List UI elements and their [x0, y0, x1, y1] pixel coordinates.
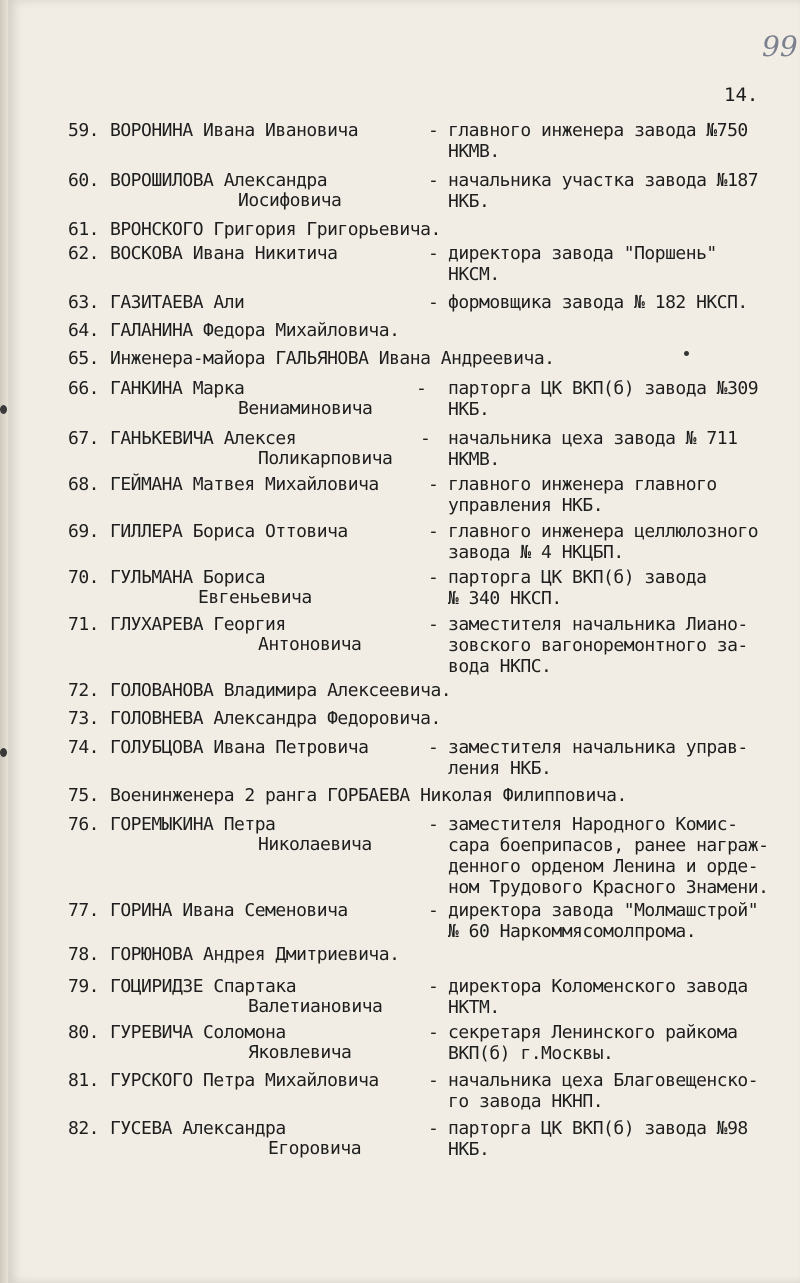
entry-position-line: НКСМ.	[448, 264, 500, 285]
entry-dash: -	[428, 170, 439, 191]
handwritten-page-number: 99	[762, 30, 798, 63]
entry-dash: -	[428, 292, 439, 313]
entry-position-line: НКБ.	[448, 191, 490, 212]
entry-name: ГУЛЬМАНА Бориса	[110, 567, 266, 588]
entry-dash: -	[428, 474, 439, 495]
entry-dash: -	[428, 1070, 439, 1091]
entry-position-line: НКМВ.	[448, 449, 500, 470]
entry-position-line: главного инженера целлюлозного	[448, 521, 759, 542]
punch-hole	[0, 405, 7, 414]
entry-dash: -	[428, 1022, 439, 1043]
entry-name-continued: Поликарповича	[258, 448, 393, 469]
entry-number: 63.	[68, 292, 100, 313]
entry-dash: -	[428, 737, 439, 758]
entry-name: ГАНЬКЕВИЧА Алексея	[110, 428, 297, 449]
entry-dash: -	[420, 428, 431, 449]
entry-name: ВОРОШИЛОВА Александра	[110, 170, 328, 191]
entry-position-line: главного инженера главного	[448, 474, 717, 495]
entry-name-continued: Валетиановича	[248, 996, 383, 1017]
entry-position-line: вода НКПС.	[448, 656, 552, 677]
entry-name-continued: Николаевича	[258, 834, 372, 855]
entry-number: 80.	[68, 1022, 100, 1043]
entry-position-line: управления НКБ.	[448, 495, 604, 516]
entry-number: 73.	[68, 708, 100, 729]
entry-name: ГАНКИНА Марка	[110, 378, 245, 399]
entry-name: ВОСКОВА Ивана Никитича	[110, 243, 338, 264]
entry-position-line: секретаря Ленинского райкома	[448, 1022, 738, 1043]
entry-number: 61.	[68, 219, 100, 240]
entry-number: 68.	[68, 474, 100, 495]
entry-position-line: директора завода "Поршень"	[448, 243, 717, 264]
entry-name: ГУРСКОГО Петра Михайловича	[110, 1070, 379, 1091]
entry-position-line: формовщика завода № 182 НКСП.	[448, 292, 748, 313]
entry-number: 67.	[68, 428, 100, 449]
entry-name-continued: Яковлевича	[248, 1042, 352, 1063]
punch-hole	[0, 748, 7, 757]
entry-name: ГАЛАНИНА Федора Михайловича.	[110, 320, 400, 341]
entry-number: 64.	[68, 320, 100, 341]
page-number: 14.	[724, 84, 759, 106]
entry-name: ГИЛЛЕРА Бориса Оттовича	[110, 521, 348, 542]
entry-position-line: НКБ.	[448, 1139, 490, 1160]
entry-position-line: денного орденом Ленина и орде-	[448, 856, 759, 877]
entry-position-line: го завода НКНП.	[448, 1091, 604, 1112]
entry-name: ГУРЕВИЧА Соломона	[110, 1022, 286, 1043]
entry-position-line: директора Коломенского завода	[448, 976, 748, 997]
entry-position-line: НКТМ.	[448, 997, 500, 1018]
entry-number: 74.	[68, 737, 100, 758]
entry-dash: -	[428, 976, 439, 997]
entry-name: Военинженера 2 ранга ГОРБАЕВА Николая Филипповича.	[110, 785, 627, 806]
entry-number: 78.	[68, 944, 100, 965]
entry-name: ГОРЕМЫКИНА Петра	[110, 814, 276, 835]
entry-dash: -	[428, 814, 439, 835]
entry-name: ГОРЮНОВА Андрея Дмитриевича.	[110, 944, 400, 965]
entry-dash: -	[428, 1118, 439, 1139]
entry-number: 82.	[68, 1118, 100, 1139]
entry-name: ГЕЙМАНА Матвея Михайловича	[110, 474, 379, 495]
entry-position-line: парторга ЦК ВКП(б) завода №98	[448, 1118, 748, 1139]
entry-name: ГОЛОВНЕВА Александра Федоровича.	[110, 708, 441, 729]
entry-position-line: ления НКБ.	[448, 758, 552, 779]
entry-name-continued: Вениаминовича	[238, 398, 373, 419]
entry-name: ГОЛУБЦОВА Ивана Петровича	[110, 737, 369, 758]
entry-number: 81.	[68, 1070, 100, 1091]
entry-position-line: заместителя начальника Лиано-	[448, 614, 748, 635]
entry-dash: -	[428, 614, 439, 635]
entry-number: 71.	[68, 614, 100, 635]
entry-position-line: заместителя Народного Комис-	[448, 814, 738, 835]
entry-name: ВОРОНИНА Ивана Ивановича	[110, 120, 359, 141]
entry-name: ГОРИНА Ивана Семеновича	[110, 900, 348, 921]
page-binding	[0, 0, 8, 1283]
entry-name: ГОЦИРИДЗЕ Спартака	[110, 976, 297, 997]
entry-position-line: ВКП(б) г.Москвы.	[448, 1043, 614, 1064]
entry-position-line: заместителя начальника управ-	[448, 737, 748, 758]
entry-position-line: № 340 НКСП.	[448, 588, 562, 609]
entry-position-line: парторга ЦК ВКП(б) завода	[448, 567, 707, 588]
entry-dash: -	[428, 120, 439, 141]
document-page	[8, 0, 800, 1283]
entry-number: 65.	[68, 348, 100, 369]
entry-position-line: № 60 Наркоммясомолпрома.	[448, 921, 697, 942]
entry-number: 79.	[68, 976, 100, 997]
entry-number: 77.	[68, 900, 100, 921]
entry-name: ВРОНСКОГО Григория Григорьевича.	[110, 219, 441, 240]
entry-number: 69.	[68, 521, 100, 542]
entry-number: 59.	[68, 120, 100, 141]
entry-number: 62.	[68, 243, 100, 264]
entry-name: ГЛУХАРЕВА Георгия	[110, 614, 286, 635]
entry-position-line: ном Трудового Красного Знамени.	[448, 877, 769, 898]
entry-position-line: зовского вагоноремонтного за-	[448, 635, 748, 656]
entry-dash: -	[416, 378, 427, 399]
entry-dash: -	[428, 521, 439, 542]
entry-number: 75.	[68, 785, 100, 806]
entry-position-line: начальника цеха завода № 711	[448, 428, 738, 449]
entry-number: 72.	[68, 680, 100, 701]
entry-name-continued: Антоновича	[258, 634, 362, 655]
entry-number: 60.	[68, 170, 100, 191]
entry-position-line: начальника участка завода №187	[448, 170, 759, 191]
entry-name-continued: Иосифовича	[238, 190, 342, 211]
entry-number: 66.	[68, 378, 100, 399]
entry-name-continued: Евгеньевича	[198, 587, 312, 608]
entry-position-line: НКБ.	[448, 399, 490, 420]
entry-name: ГОЛОВАНОВА Владимира Алексеевича.	[110, 680, 452, 701]
entry-name: ГАЗИТАЕВА Али	[110, 292, 245, 313]
entry-name: ГУСЕВА Александра	[110, 1118, 286, 1139]
entry-position-line: главного инженера завода №750	[448, 120, 748, 141]
entry-dash: -	[428, 900, 439, 921]
entry-name-continued: Егоровича	[268, 1138, 362, 1159]
entry-position-line: парторга ЦК ВКП(б) завода №309	[448, 378, 759, 399]
ink-dot	[684, 351, 689, 356]
entry-dash: -	[428, 567, 439, 588]
entry-position-line: сара боеприпасов, ранее награж-	[448, 835, 769, 856]
entry-number: 70.	[68, 567, 100, 588]
entry-position-line: директора завода "Молмашстрой"	[448, 900, 759, 921]
entry-position-line: НКМВ.	[448, 141, 500, 162]
entry-number: 76.	[68, 814, 100, 835]
entry-position-line: начальника цеха Благовещенско-	[448, 1070, 759, 1091]
entry-name: Инженера-майора ГАЛЬЯНОВА Ивана Андреевича.	[110, 348, 555, 369]
entry-dash: -	[428, 243, 439, 264]
entry-position-line: завода № 4 НКЦБП.	[448, 542, 624, 563]
